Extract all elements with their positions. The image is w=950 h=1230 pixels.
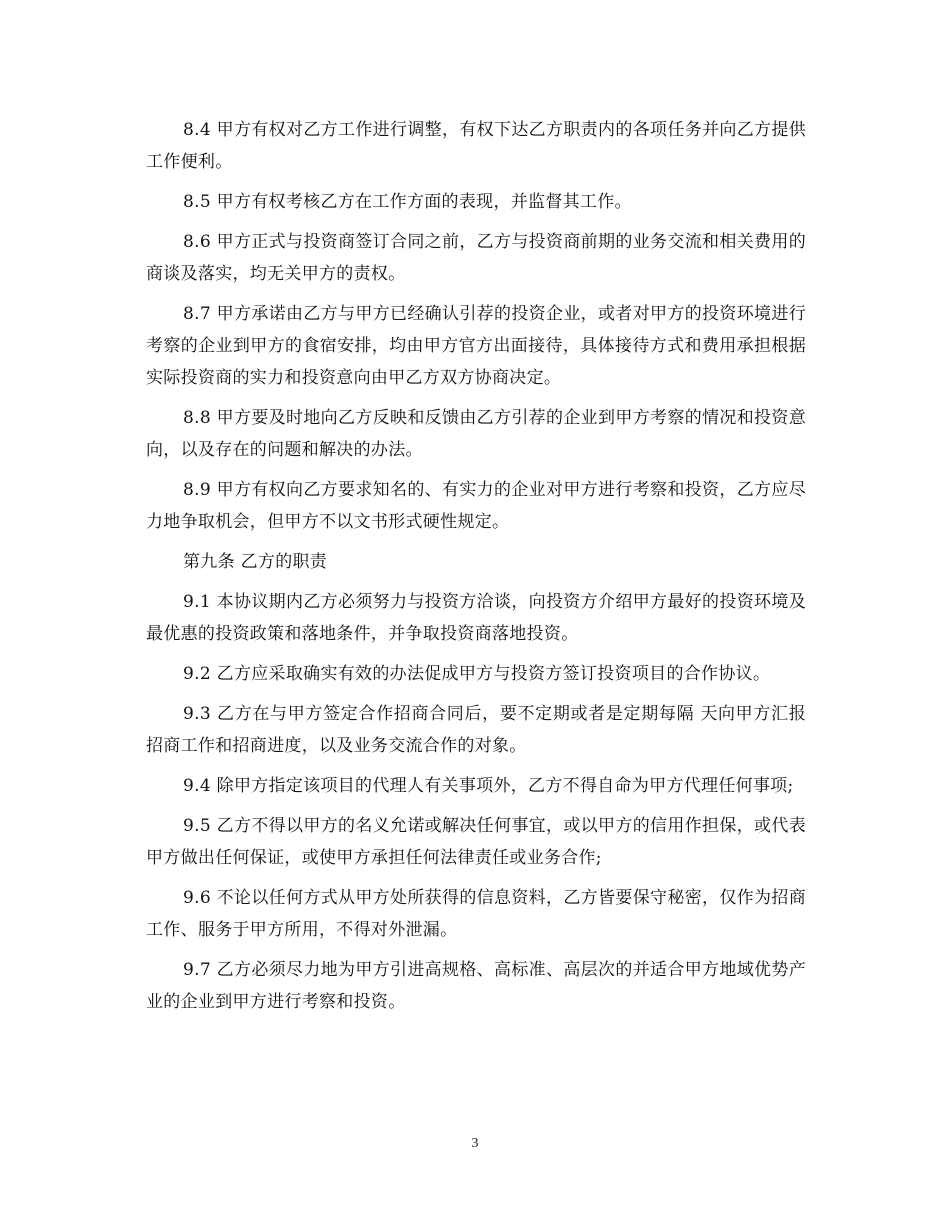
clause-9-3: 9.3 乙方在与甲方签定合作招商合同后，要不定期或者是定期每隔 天向甲方汇报招商工作和招商进度，以及业务交流合作的对象。 — [146, 704, 806, 756]
clause-8-5: 8.5 甲方有权考核乙方在工作方面的表现，并监督其工作。 — [183, 192, 632, 212]
clause-8-7: 8.7 甲方承诺由乙方与甲方已经确认引荐的投资企业，或者对甲方的投资环境进行考察的企业到甲方的食宿安排，均由甲方官方出面接待，具体接待方式和费用承担根据实际投资商的实力和投资意向由甲乙方双方协商决定。 — [146, 304, 806, 388]
clause-9-2: 9.2 乙方应采取确实有效的办法促成甲方与投资方签订投资项目的合作协议。 — [183, 664, 771, 684]
clause-9-7: 9.7 乙方必须尽力地为甲方引进高规格、高标准、高层次的并适合甲方地域优势产业的企业到甲方进行考察和投资。 — [146, 960, 806, 1012]
clause-8-4: 8.4 甲方有权对乙方工作进行调整，有权下达乙方职责内的各项任务并向乙方提供工作便利。 — [146, 120, 806, 172]
clause-9-4: 9.4 除甲方指定该项目的代理人有关事项外，乙方不得自命为甲方代理任何事项; — [183, 776, 794, 796]
article-9-heading: 第九条 乙方的职责 — [183, 552, 328, 572]
clause-8-9: 8.9 甲方有权向乙方要求知名的、有实力的企业对甲方进行考察和投资，乙方应尽力地争取机会，但甲方不以文书形式硬性规定。 — [146, 480, 806, 532]
clause-9-1: 9.1 本协议期内乙方必须努力与投资方洽谈，向投资方介绍甲方最好的投资环境及最优惠的投资政策和落地条件，并争取投资商落地投资。 — [146, 592, 806, 644]
clause-8-6: 8.6 甲方正式与投资商签订合同之前，乙方与投资商前期的业务交流和相关费用的商谈及落实，均无关甲方的责权。 — [146, 232, 806, 284]
clause-8-8: 8.8 甲方要及时地向乙方反映和反馈由乙方引荐的企业到甲方考察的情况和投资意向，以及存在的问题和解决的办法。 — [146, 408, 806, 460]
page-number: 3 — [471, 1136, 479, 1151]
document-body — [146, 114, 806, 1026]
clause-9-5: 9.5 乙方不得以甲方的名义允诺或解决任何事宜，或以甲方的信用作担保，或代表甲方做出任何保证，或使甲方承担任何法律责任或业务合作; — [146, 816, 806, 868]
clause-9-6: 9.6 不论以任何方式从甲方处所获得的信息资料，乙方皆要保守秘密，仅作为招商工作、服务于甲方所用，不得对外泄漏。 — [146, 888, 806, 940]
